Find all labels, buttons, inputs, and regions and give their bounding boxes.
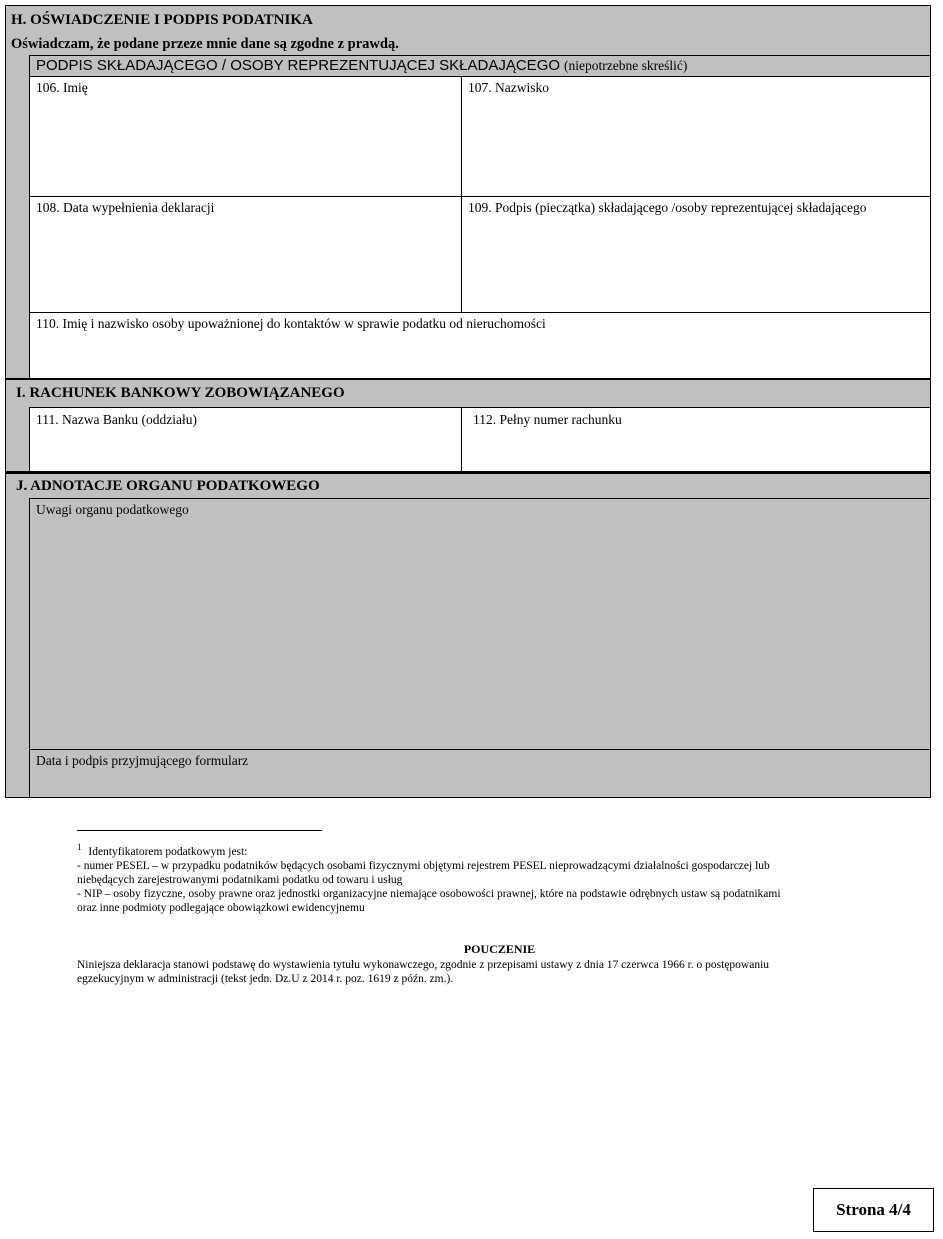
footnote-intro: Identyfikatorem podatkowym jest: — [88, 845, 248, 858]
field-112-label: 112. Pełny numer rachunku — [473, 412, 622, 427]
field-109-signature[interactable] — [461, 196, 931, 313]
receiver-date-signature-label: Data i podpis przyjmującego formularz — [36, 753, 249, 768]
footnote-marker: 1 — [77, 842, 82, 852]
footnote — [77, 840, 922, 915]
footnote-line-1b: niebędących zarejestrowanymi podatnikami podatku od towaru i usług — [77, 873, 403, 886]
footnote-separator — [77, 830, 322, 831]
field-107-label: 107. Nazwisko — [468, 80, 549, 95]
field-110-contact-person[interactable] — [29, 312, 931, 379]
footnote-intro-line — [77, 840, 922, 859]
signature-subheader — [29, 55, 931, 77]
footnote-line-2: - NIP – osoby fizyczne, osoby prawne oraz jednostki organizacyjne niemające osobowości prawnej, które na podstawie odrębnych ustaw są podatnikami — [77, 887, 781, 900]
page-number: Strona 4/4 — [836, 1200, 911, 1219]
signature-subheader-note: (niepotrzebne skreślić) — [564, 58, 688, 73]
footnote-line-2b: oraz inne podmioty podlegające obowiązkowi ewidencyjnemu — [77, 901, 365, 914]
section-j-title: J. ADNOTACJE ORGANU PODATKOWEGO — [16, 478, 320, 494]
tax-office-remarks — [29, 498, 931, 750]
section-h-statement: Oświadczam, że podane przeze mnie dane są zgodne z prawdą. — [11, 36, 399, 52]
receiver-date-signature — [29, 749, 931, 798]
section-i-title: I. RACHUNEK BANKOWY ZOBOWIĄZANEGO — [16, 385, 345, 401]
pouczenie-line-2: egzekucyjnym w administracji (tekst jedn. Dz.U z 2014 r. poz. 1619 z późn. zm.). — [77, 973, 454, 985]
pouczenie-title: POUCZENIE — [463, 942, 536, 956]
field-108-label: 108. Data wypełnienia deklaracji — [36, 200, 215, 215]
field-111-label: 111. Nazwa Banku (oddziału) — [36, 412, 197, 427]
page-number-box — [813, 1188, 934, 1232]
section-h-title: H. OŚWIADCZENIE I PODPIS PODATNIKA — [11, 12, 313, 28]
field-111-bank-name[interactable] — [29, 407, 462, 472]
footnote-line-1: - numer PESEL – w przypadku podatników będących osobami fizycznymi objętymi rejestrem PESEL nieprowadzącymi działalności gospodarczej lub — [77, 859, 770, 872]
pouczenie-line-1: Niniejsza deklaracja stanowi podstawę do wystawienia tytułu wykonawczego, zgodnie z przepisami ustawy z dnia 17 czerwca 1966 r. o postępowaniu — [77, 959, 770, 971]
field-109-label: 109. Podpis (pieczątka) składającego /osoby reprezentującej składającego — [468, 200, 867, 215]
field-106-first-name[interactable] — [29, 76, 462, 197]
signature-subheader-main: PODPIS SKŁADAJĄCEGO / OSOBY REPREZENTUJĄCEJ SKŁADAJĄCEGO — [36, 57, 561, 74]
field-108-fill-date[interactable] — [29, 196, 462, 313]
pouczenie-text — [77, 958, 922, 986]
field-110-label: 110. Imię i nazwisko osoby upoważnionej do kontaktów w sprawie podatku od nieruchomości — [36, 316, 546, 331]
tax-office-remarks-label: Uwagi organu podatkowego — [36, 502, 189, 517]
field-107-last-name[interactable] — [461, 76, 931, 197]
field-112-account-number[interactable] — [461, 407, 931, 472]
field-106-label: 106. Imię — [36, 80, 88, 95]
